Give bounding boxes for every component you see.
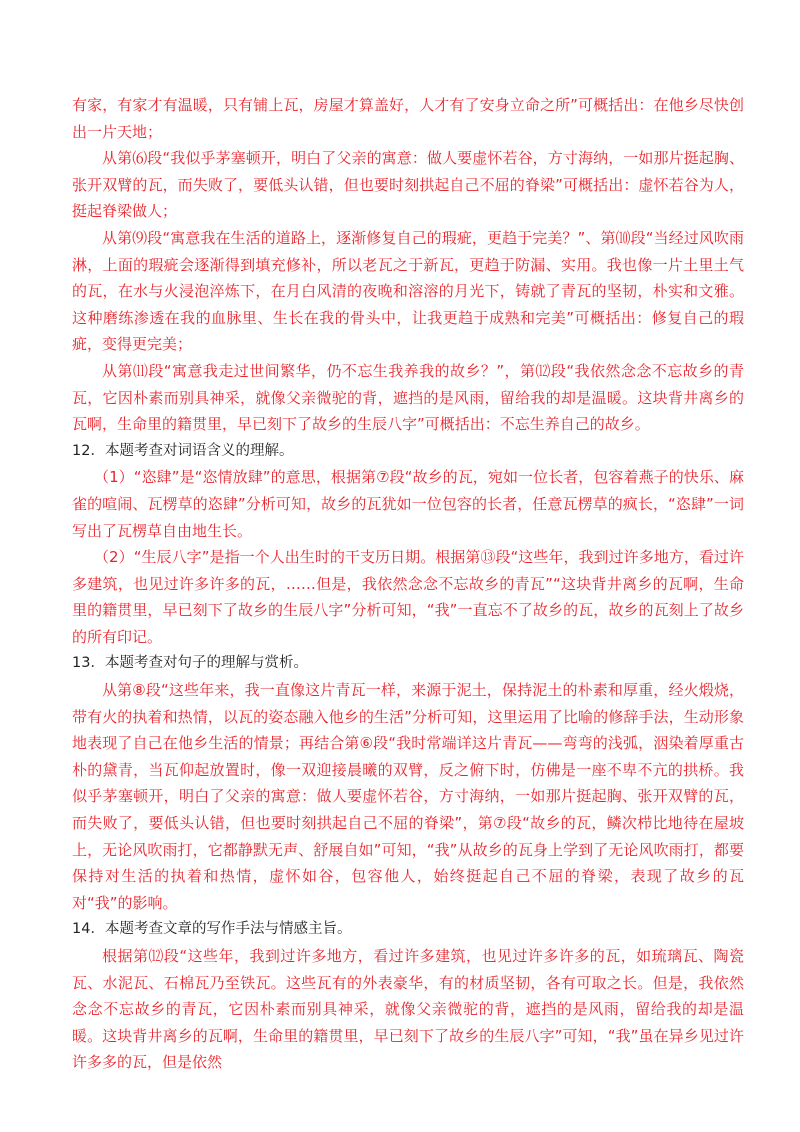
- answer-12-part-2: （2）“生辰八字”是指一个人出生时的干支历日期。根据第⑬段“这些年，我到过许多地方，看过许多建筑，也见过许多许多的瓦，……但是，我依然念念不忘故乡的青瓦”“这块背井离乡的瓦啊，生命里的籍贯里，早已刻下了故乡的生辰八字”分析可知，“我”一直忘不了故乡的瓦，故乡的瓦刻上了故乡的所有印记。: [72, 548, 744, 646]
- question-13-heading: 13．本题考查对句子的理解与赏析。: [72, 655, 308, 672]
- answer-paragraph-section-9-10: 从第⑼段“寓意我在生活的道路上，逐渐修复自己的瑕疵，更趋于完美？”、第⑽段“当经过风吹雨淋，上面的瑕疵会逐渐得到填充修补，所以老瓦之于新瓦，更趋于防漏、实用。我也像一片土里土气的瓦，在水与火浸泡淬炼下，在月白风清的夜晚和溶溶的月光下，铸就了青瓦的坚韧，朴实和文雅。这种磨练渗透在我的血脉里、生长在我的骨头中，让我更趋于成熟和完美”可概括出：修复自己的瑕疵，变得更完美；: [72, 228, 744, 354]
- question-14-heading: 14．本题考查文章的写作手法与情感主旨。: [72, 921, 352, 938]
- answer-paragraph-continued: 有家，有家才有温暖，只有铺上瓦，房屋才算盖好，人才有了安身立命之所”可概括出：在他乡尽快创出一片天地；: [72, 96, 744, 141]
- answer-12-part-1: （1）“恣肆”是“恣情放肆”的意思，根据第⑦段“故乡的瓦，宛如一位长者，包容着燕子的快乐、麻雀的喧闹、瓦楞草的恣肆”分析可知，故乡的瓦犹如一位包容的长者，任意瓦楞草的疯长，“恣肆”一词写出了瓦楞草自由地生长。: [72, 468, 744, 540]
- answer-paragraph-section-11-12: 从第⑾段“寓意我走过世间繁华，仍不忘生我养我的故乡？”，第⑿段“我依然念念不忘故乡的青瓦，它因朴素而别具神采，就像父亲微驼的背，遮挡的是风雨，留给我的却是温暖。这块背井离乡的瓦啊，生命里的籍贯里，早已刻下了故乡的生辰八字”可概括出：不忘生养自己的故乡。: [72, 361, 744, 434]
- answer-13: 从第⑧段“这些年来，我一直像这片青瓦一样，来源于泥土，保持泥土的朴素和厚重，经火煅烧，带有火的执着和热情，以瓦的姿态融入他乡的生活”分析可知，这里运用了比喻的修辞手法，生动形象地表现了自己在他乡生活的情景；再结合第⑥段“我时常端详这片青瓦——弯弯的浅弧，洇染着厚重古朴的黛青，当瓦仰起放置时，像一双迎接晨曦的双臂，反之俯下时，仿佛是一座不卑不亢的拱桥。我似乎茅塞顿开，明白了父亲的寓意：做人要虚怀若谷，方寸海纳，一如那片挺起胸、张开双臂的瓦，而失败了，要低头认错，但也要时刻拱起自己不屈的脊梁”，第⑦段“故乡的瓦，鳞次栉比地待在屋坡上，无论风吹雨打，它都静默无声、舒展自如”可知，“我”从故乡的瓦身上学到了无论风吹雨打，都要保持对生活的执着和热情，虚怀如谷，包容他人，始终挺起自己不屈的脊梁，表现了故乡的瓦对“我”的影响。: [72, 681, 744, 912]
- question-12-heading: 12．本题考查对词语含义的理解。: [72, 442, 294, 459]
- document-page: [72, 92, 744, 1076]
- answer-14: 根据第⑿段“这些年，我到过许多地方，看过许多建筑，也见过许多许多的瓦，如琉璃瓦、陶瓷瓦、水泥瓦、石棉瓦乃至铁瓦。这些瓦有的外表豪华，有的材质坚韧，各有可取之长。但是，我依然念念不忘故乡的青瓦，它因朴素而别具神采，就像父亲微驼的背，遮挡的是风雨，留给我的却是温暖。这块背井离乡的瓦啊，生命里的籍贯里，早已刻下了故乡的生辰八字”可知，“我”虽在异乡见过许许多多的瓦，但是依然: [72, 947, 744, 1072]
- answer-paragraph-section-6: 从第⑹段“我似乎茅塞顿开，明白了父亲的寓意：做人要虚怀若谷，方寸海纳，一如那片挺起胸、张开双臂的瓦，而失败了，要低头认错，但也要时刻拱起自己不屈的脊梁”可概括出：虚怀若谷为人，挺起脊梁做人；: [72, 149, 744, 221]
